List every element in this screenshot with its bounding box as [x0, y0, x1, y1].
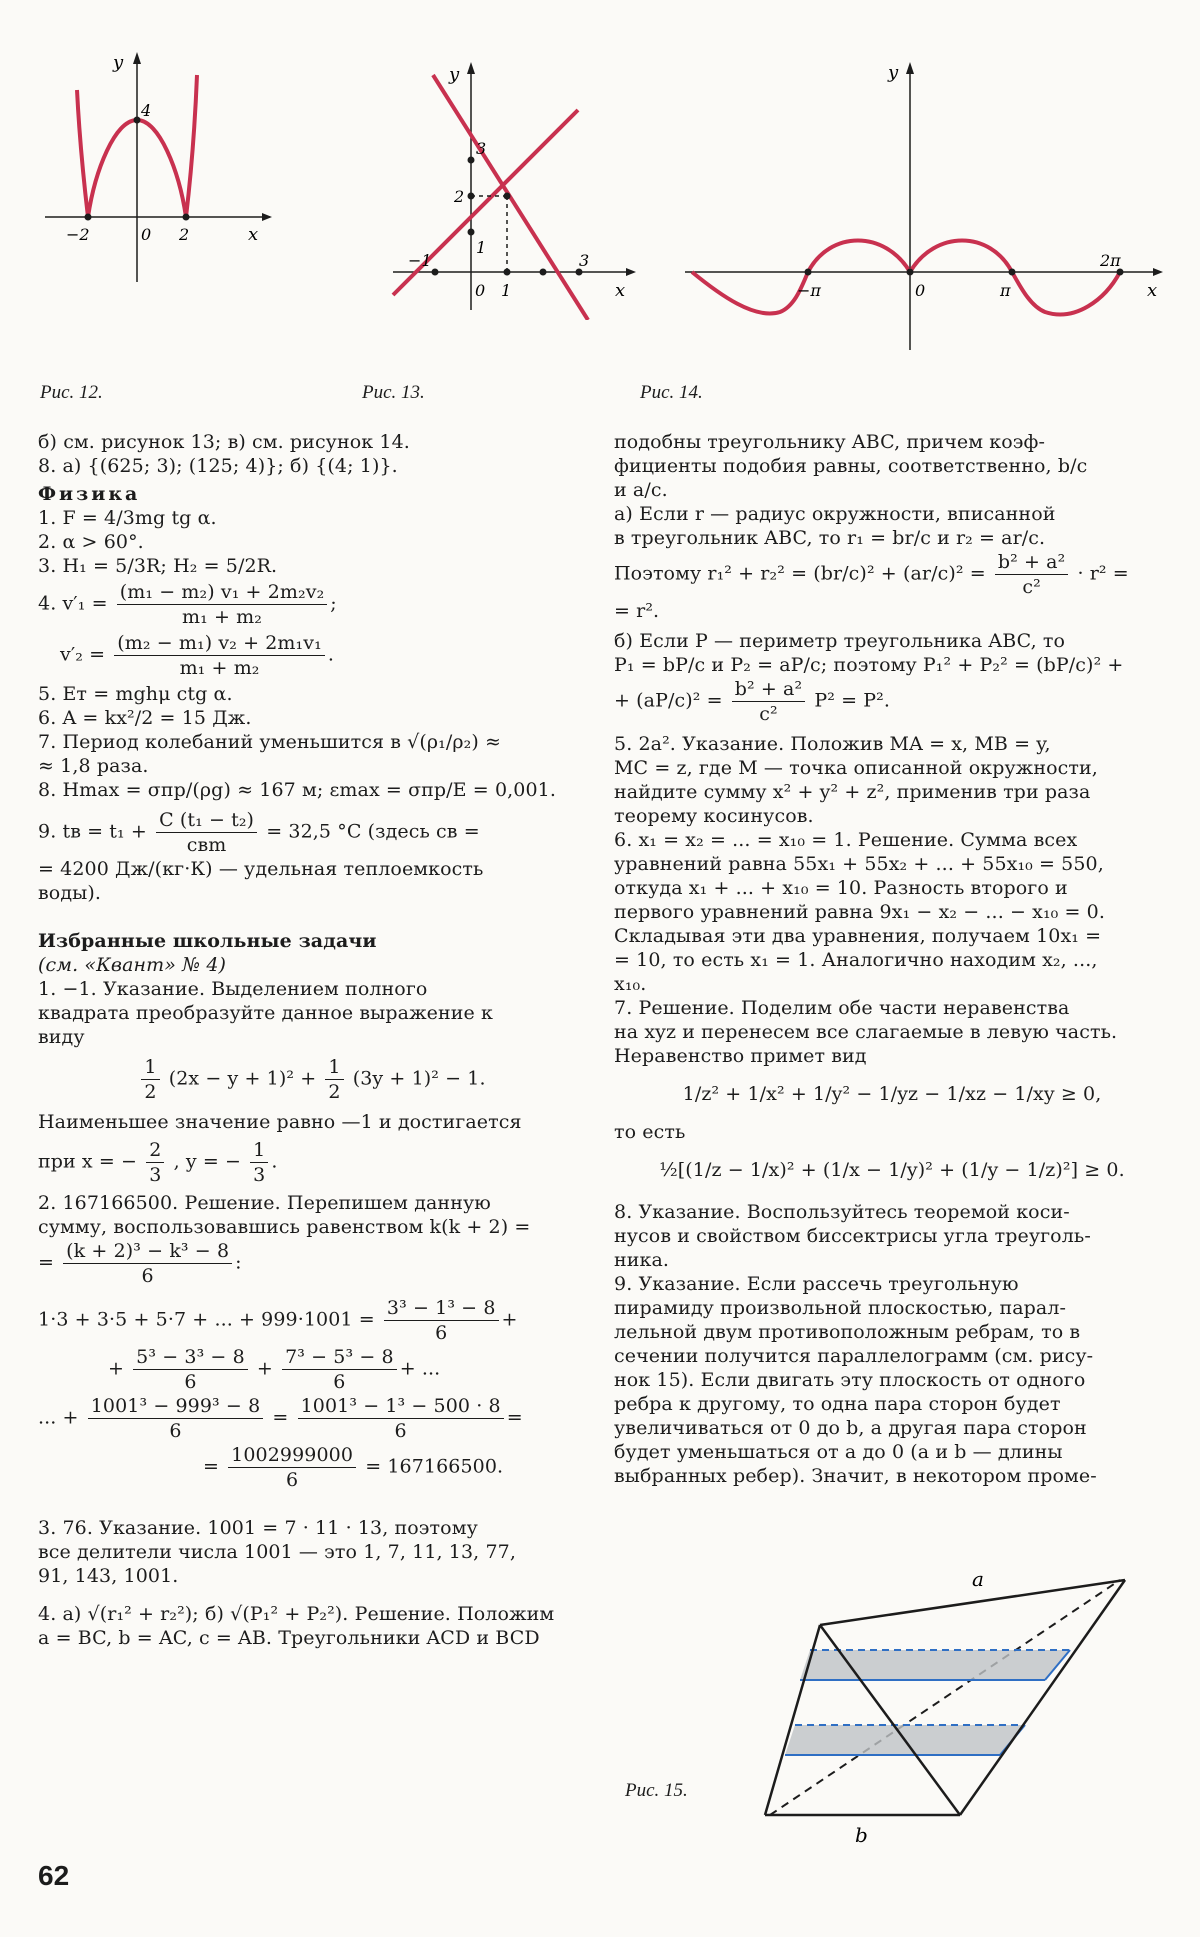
label-b: b — [855, 1823, 868, 1847]
point-pi — [1009, 269, 1016, 276]
label-zero: 0 — [475, 281, 486, 300]
label-pi: π — [1000, 281, 1011, 300]
text-line: = 10, то есть x₁ = 1. Аналогично находим x₂, ..., — [614, 949, 1098, 971]
text-line: б) Если P — периметр треугольника ABC, то — [614, 630, 1066, 652]
figure-15 — [760, 1570, 1180, 1860]
formula-s2-line1: 1·3 + 3·5 + 5·7 + ... + 999·1001 = $\frac{\text{3³ − 1³ − 8}}{6}$ + — [38, 1297, 518, 1344]
label-four: 4 — [141, 101, 152, 120]
formula-4a: 4. v′₁ = $\frac{\text{(m₁ − m₂) v₁ + 2m₂v₂}}{\text{m₁ + m₂}}$ ; — [38, 581, 337, 628]
point-y2 — [468, 193, 475, 200]
dashed-diagonal — [770, 1580, 1120, 1815]
text-line: MC = z, где M — точка описанной окружности, — [614, 757, 1098, 779]
text-line: а) Если r — радиус окружности, вписанной — [614, 503, 1056, 525]
text-line: лельной двум противоположным ребрам, то в — [614, 1321, 1081, 1343]
text-line: 91, 143, 1001. — [38, 1565, 179, 1587]
text-line: 8. Hmax = σпр/(ρg) ≈ 167 м; εmax = σпр/E = 0,001. — [38, 779, 556, 801]
section-heading-school: Избранные школьные задачи — [38, 930, 377, 952]
text-line: теорему косинусов. — [614, 805, 814, 827]
formula-r10: + (aP/c)² = $\frac{\text{b² + a²}}{\text{c²}}$ P² = P². — [614, 678, 890, 725]
x-axis-arrow — [262, 213, 272, 221]
label-a: a — [972, 1570, 984, 1591]
x-label: x — [248, 224, 259, 245]
edge — [960, 1580, 1125, 1815]
label-one: 1 — [476, 238, 487, 257]
text-line: 5. Eт = mghμ ctg α. — [38, 683, 233, 705]
x-axis-arrow — [626, 268, 636, 276]
text-line: x₁₀. — [614, 973, 647, 995]
text-line: первого уравнений равна 9x₁ − x₂ − ... − x₁₀ = 0. — [614, 901, 1106, 923]
text-line: Неравенство примет вид — [614, 1045, 867, 1067]
text-line: виду — [38, 1026, 85, 1048]
text-line: все делители числа 1001 — это 1, 7, 11, 13, 77, — [38, 1541, 516, 1563]
caption-fig-15: Рис. 15. — [625, 1780, 688, 1801]
graph-curve — [692, 241, 1120, 315]
text-line: 8. Указание. Воспользуйтесь теоремой коси- — [614, 1201, 1070, 1223]
formula-lhs: v′₂ = — [60, 643, 106, 666]
text-line: P₁ = bP/c и P₂ = aP/c; поэтому P₁² + P₂² = (bP/c)² + — [614, 654, 1124, 676]
label-minus-one: −1 — [408, 251, 432, 270]
point-two — [183, 214, 190, 221]
text-line: 1. −1. Указание. Выделением полного — [38, 978, 428, 1000]
text-line: фициенты подобия равны, соответственно, b/c — [614, 455, 1088, 477]
x-label: x — [615, 280, 626, 301]
text-line: увеличиваться от 0 до b, а другая пара сторон — [614, 1417, 1087, 1439]
text-line: 1. F = 4/3mg tg α. — [38, 507, 217, 529]
label-two: 2 — [454, 187, 465, 206]
formula-r6: Поэтому r₁² + r₂² = (br/c)² + (ar/c)² = $\frac{\text{b² + a²}}{\text{c²}}$ · r² = — [614, 551, 1129, 598]
text-line: 6. A = kx²/2 = 15 Дж. — [38, 707, 252, 729]
text-line: = 4200 Дж/(кг·К) — удельная теплоемкость — [38, 858, 484, 880]
text-line: 5. 2a². Указание. Положив MA = x, MB = y, — [614, 733, 1051, 755]
text-line: пирамиду произвольной плоскостью, парал- — [614, 1297, 1067, 1319]
text-line: ребра к другому, то одна пара сторон будет — [614, 1393, 1061, 1415]
text-line: Наименьшее значение равно —1 и достигается — [38, 1111, 522, 1133]
text-line: 3. 76. Указание. 1001 = 7 · 11 · 13, поэтому — [38, 1517, 478, 1539]
text-line: б) см. рисунок 13; в) см. рисунок 14. — [38, 431, 410, 453]
figure-12 — [40, 50, 290, 290]
label-two-pi: 2π — [1100, 251, 1121, 270]
text-line: 2. 167166500. Решение. Перепишем данную — [38, 1192, 491, 1214]
formula-s1-min: при x = − $\frac{2}{3}$ , y = − $\frac{1}{3}$ . — [38, 1139, 278, 1186]
text-line: 6. x₁ = x₂ = ... = x₁₀ = 1. Решение. Сумма всех — [614, 829, 1078, 851]
label-minus-pi: −π — [797, 281, 821, 300]
label-two: 2 — [179, 225, 190, 244]
x-label: x — [1147, 280, 1158, 301]
point-x1 — [504, 269, 511, 276]
figure-14 — [680, 60, 1180, 360]
fraction: $\frac{\text{(m₁ − m₂) v₁ + 2m₂v₂}}{\text{m₁ + m₂}}$ — [117, 580, 328, 629]
caption-fig-12: Рис. 12. — [40, 382, 103, 403]
formula-s1: $\frac{1}{2}$ (2x − y + 1)² + $\frac{1}{2}$ (3y + 1)² − 1. — [38, 1055, 586, 1104]
text-line: откуда x₁ + ... + x₁₀ = 10. Разность второго и — [614, 877, 1068, 899]
text-line: 9. Указание. Если рассечь треугольную — [614, 1273, 1019, 1295]
text-line: в треугольник ABC, то r₁ = br/c и r₂ = ar/c. — [614, 527, 1046, 549]
fraction: $\frac{\text{(m₂ − m₁) v₂ + 2m₁v₁}}{\text{m₁ + m₂}}$ — [114, 631, 325, 680]
y-axis-arrow — [906, 62, 914, 74]
label-zero: 0 — [915, 281, 926, 300]
label-one-x: 1 — [501, 281, 512, 300]
text-line: будет уменьшаться от a до 0 (a и b — длины — [614, 1441, 1063, 1463]
y-axis-arrow — [133, 52, 141, 64]
point-y3 — [468, 157, 475, 164]
text-line: воды). — [38, 882, 102, 904]
text-line: найдите сумму x² + y² + z², применив три раза — [614, 781, 1091, 803]
text-line: на xyz и перенесем все слагаемые в левую часть. — [614, 1021, 1118, 1043]
text-line: = r². — [614, 600, 660, 622]
point-intersection — [504, 193, 511, 200]
formula-s2-identity: = $\frac{\text{(k + 2)³ − k³ − 8}}{6}$ : — [38, 1240, 242, 1287]
text-line: подобны треугольнику ABC, причем коэф- — [614, 431, 1045, 453]
text-line: 7. Решение. Поделим обе части неравенства — [614, 997, 1070, 1019]
text-line: 7. Период колебаний уменьшится в √(ρ₁/ρ₂) ≈ — [38, 731, 502, 753]
label-zero: 0 — [141, 225, 152, 244]
formula-lhs: 4. v′₁ = — [38, 592, 108, 615]
text-line: сумму, воспользовавшись равенством k(k + 2) = — [38, 1216, 531, 1238]
fraction: $\frac{\text{C (t₁ − t₂)}}{\text{cвm}}$ — [156, 808, 257, 857]
text-line: 8. а) {(625; 3); (125; 4)}; б) {(4; 1)}. — [38, 455, 398, 477]
point-x-minus1 — [432, 269, 439, 276]
label-minus-two: −2 — [66, 225, 90, 244]
formula-r27: ½[(1/z − 1/x)² + (1/x − 1/y)² + (1/y − 1/z)²] ≥ 0. — [659, 1159, 1125, 1181]
text-line: Складывая эти два уравнения, получаем 10x₁ = — [614, 925, 1102, 947]
formula-4b: v′₂ = $\frac{\text{(m₂ − m₁) v₂ + 2m₁v₁}}{\text{m₁ + m₂}}$ . — [60, 632, 334, 679]
point-minus-pi — [805, 269, 812, 276]
text-line: уравнений равна 55x₁ + 55x₂ + ... + 55x₁₀ = 550, — [614, 853, 1104, 875]
x-axis-arrow — [1153, 268, 1163, 276]
text-line: выбранных ребер). Значит, в некотором проме- — [614, 1465, 1097, 1487]
right-column — [614, 430, 1170, 1488]
text-line: 2. α > 60°. — [38, 531, 144, 553]
point-minus-two — [85, 214, 92, 221]
text-line: 4. а) √(r₁² + r₂²); б) √(P₁² + P₂²). Решение. Положим — [38, 1603, 555, 1625]
caption-fig-14: Рис. 14. — [640, 382, 703, 403]
formula-9: 9. tв = t₁ + $\frac{\text{C (t₁ − t₂)}}{\text{cвm}}$ = 32,5 °C (здесь cв = — [38, 809, 480, 856]
formula-s2-line2: + $\frac{\text{5³ − 3³ − 8}}{6}$ + $\frac{\text{7³ − 5³ − 8}}{6}$ + ... — [108, 1346, 441, 1393]
formula-r25: 1/z² + 1/x² + 1/y² − 1/yz − 1/xz − 1/xy ≥ 0, — [682, 1083, 1102, 1105]
formula-s2-line3: ... + $\frac{\text{1001³ − 999³ − 8}}{6}$ = $\frac{\text{1001³ − 1³ − 500 · 8}}{6}$ = — [38, 1395, 523, 1442]
text-line: 3. H₁ = 5/3R; H₂ = 5/2R. — [38, 555, 278, 577]
text-line: ≈ 1,8 раза. — [38, 755, 149, 777]
section-heading-physics: Физика — [38, 483, 141, 505]
edge — [765, 1625, 820, 1815]
left-column — [38, 430, 586, 1650]
caption-fig-13: Рис. 13. — [362, 382, 425, 403]
text-line: сечении получится параллелограмм (см. рису- — [614, 1345, 1094, 1367]
text-line: a = BC, b = AC, c = AB. Треугольники ACD и BCD — [38, 1627, 540, 1649]
formula-s2-line4: = $\frac{1002999000}{6}$ = 167166500. — [203, 1444, 504, 1491]
page-number: 62 — [38, 1860, 70, 1891]
text-line: то есть — [614, 1121, 686, 1143]
point-x2 — [540, 269, 547, 276]
point-y1 — [468, 229, 475, 236]
label-three-x: 3 — [579, 251, 590, 270]
text-line: ника. — [614, 1249, 670, 1271]
y-label: y — [888, 62, 899, 83]
y-axis-arrow — [467, 62, 475, 74]
text-line: нок 15). Если двигать эту плоскость от одного — [614, 1369, 1086, 1391]
figure-13 — [383, 60, 648, 320]
section-subheading: (см. «Квант» № 4) — [38, 954, 227, 976]
point-zero — [907, 269, 914, 276]
text-line: квадрата преобразуйте данное выражение к — [38, 1002, 493, 1024]
y-label: y — [449, 64, 460, 85]
point-four — [134, 117, 141, 124]
text-line: нусов и свойством биссектрисы угла треуголь- — [614, 1225, 1091, 1247]
y-label: y — [113, 52, 124, 73]
text-line: и a/c. — [614, 479, 668, 501]
label-three: 3 — [476, 139, 487, 158]
